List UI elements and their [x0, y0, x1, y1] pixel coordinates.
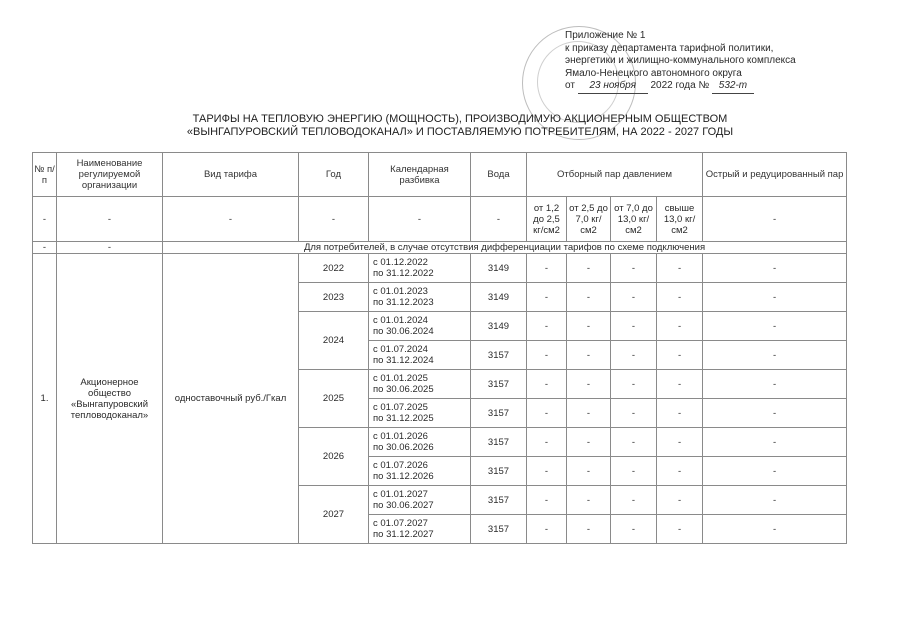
- dash-cell: -: [57, 242, 163, 254]
- period-to: по 30.06.2026: [373, 442, 434, 453]
- calendar-period: [369, 399, 471, 428]
- water-tariff: 3149: [471, 254, 527, 283]
- header-tariff-type: Вид тарифа: [163, 153, 299, 197]
- dash-cell: -: [657, 254, 703, 283]
- dash-cell: -: [527, 457, 567, 486]
- period-to: по 30.06.2024: [373, 326, 434, 337]
- water-tariff: 3149: [471, 283, 527, 312]
- dash-cell: -: [657, 515, 703, 544]
- dash-cell: -: [527, 486, 567, 515]
- header-row: [33, 153, 847, 197]
- dash-cell: -: [567, 399, 611, 428]
- appendix-header: [565, 30, 865, 94]
- header-num: № п/п: [33, 153, 57, 197]
- period-to: по 31.12.2027: [373, 529, 434, 540]
- dash-cell: -: [703, 399, 847, 428]
- calendar-period: [369, 370, 471, 399]
- period-from: с 01.07.2027: [373, 518, 428, 529]
- water-tariff: 3157: [471, 399, 527, 428]
- column-number-row: [33, 197, 847, 242]
- period-to: по 30.06.2025: [373, 384, 434, 395]
- handwritten-order-number: 532-т: [712, 80, 754, 94]
- document-title: [90, 113, 830, 139]
- dash-cell: -: [611, 312, 657, 341]
- appendix-line: Приложение № 1: [565, 30, 646, 41]
- year-cell: 2022: [299, 254, 369, 283]
- dash-cell: -: [611, 515, 657, 544]
- dash-cell: -: [703, 457, 847, 486]
- dash-cell: -: [527, 312, 567, 341]
- dash-cell: -: [567, 370, 611, 399]
- period-to: по 31.12.2026: [373, 471, 434, 482]
- dash-cell: -: [567, 312, 611, 341]
- dash-cell: -: [611, 341, 657, 370]
- dash-cell: -: [527, 515, 567, 544]
- section-row: [33, 242, 847, 254]
- year-cell: 2027: [299, 486, 369, 544]
- header-steam-sub: свыше 13,0 кг/см2: [657, 197, 703, 242]
- row-number: 1.: [33, 254, 57, 544]
- dash-cell: -: [527, 370, 567, 399]
- water-tariff: 3157: [471, 428, 527, 457]
- dash-cell: -: [567, 486, 611, 515]
- water-tariff: 3157: [471, 370, 527, 399]
- dash-cell: -: [657, 312, 703, 341]
- dash-cell: -: [703, 341, 847, 370]
- dash-cell: -: [567, 341, 611, 370]
- period-from: с 01.01.2023: [373, 286, 428, 297]
- year-label: 2022 года №: [650, 80, 710, 91]
- year-cell: 2023: [299, 283, 369, 312]
- calendar-period: [369, 515, 471, 544]
- dash-cell: -: [703, 283, 847, 312]
- table-row: [33, 254, 847, 283]
- dash-cell: -: [703, 486, 847, 515]
- dash-cell: -: [703, 197, 847, 242]
- dash-cell: -: [611, 370, 657, 399]
- dash-cell: -: [657, 283, 703, 312]
- header-steam: Отборный пар давлением: [527, 153, 703, 197]
- dash-cell: -: [567, 428, 611, 457]
- section-label: Для потребителей, в случае отсутствия дифференциации тарифов по схеме подключения: [163, 242, 847, 254]
- dash-cell: -: [33, 197, 57, 242]
- header-steam-sub: от 1,2 до 2,5 кг/см2: [527, 197, 567, 242]
- period-from: с 01.07.2025: [373, 402, 428, 413]
- dash-cell: -: [657, 486, 703, 515]
- dash-cell: -: [657, 457, 703, 486]
- water-tariff: 3149: [471, 312, 527, 341]
- dash-cell: -: [611, 457, 657, 486]
- calendar-period: [369, 341, 471, 370]
- dash-cell: -: [163, 197, 299, 242]
- period-to: по 31.12.2023: [373, 297, 434, 308]
- header-steam-sub: от 7,0 до 13,0 кг/см2: [611, 197, 657, 242]
- period-from: с 01.12.2022: [373, 257, 428, 268]
- dash-cell: -: [527, 428, 567, 457]
- calendar-period: [369, 428, 471, 457]
- dash-cell: -: [57, 197, 163, 242]
- dash-cell: -: [611, 428, 657, 457]
- water-tariff: 3157: [471, 515, 527, 544]
- header-water: Вода: [471, 153, 527, 197]
- dash-cell: -: [567, 515, 611, 544]
- water-tariff: 3157: [471, 486, 527, 515]
- period-to: по 31.12.2022: [373, 268, 434, 279]
- dash-cell: -: [611, 399, 657, 428]
- period-to: по 30.06.2027: [373, 500, 434, 511]
- tariff-kind: одноставочный руб./Гкал: [163, 254, 299, 544]
- period-from: с 01.01.2024: [373, 315, 428, 326]
- period-from: с 01.01.2026: [373, 431, 428, 442]
- calendar-period: [369, 254, 471, 283]
- dash-cell: -: [703, 515, 847, 544]
- period-to: по 31.12.2025: [373, 413, 434, 424]
- period-to: по 31.12.2024: [373, 355, 434, 366]
- dash-cell: -: [703, 254, 847, 283]
- dash-cell: -: [527, 283, 567, 312]
- dash-cell: -: [567, 283, 611, 312]
- dash-cell: -: [611, 283, 657, 312]
- calendar-period: [369, 312, 471, 341]
- period-from: с 01.07.2026: [373, 460, 428, 471]
- calendar-period: [369, 486, 471, 515]
- appendix-date-line: [565, 80, 865, 94]
- period-from: с 01.07.2024: [373, 344, 428, 355]
- dash-cell: -: [527, 254, 567, 283]
- header-calendar: Календарная разбивка: [369, 153, 471, 197]
- dash-cell: -: [567, 254, 611, 283]
- title-line: ТАРИФЫ НА ТЕПЛОВУЮ ЭНЕРГИЮ (МОЩНОСТЬ), ПРОИЗВОДИМУЮ АКЦИОНЕРНЫМ ОБЩЕСТВОМ: [192, 113, 728, 125]
- year-cell: 2025: [299, 370, 369, 428]
- header-org: Наименование регулируемой организации: [57, 153, 163, 197]
- dash-cell: -: [657, 370, 703, 399]
- dash-cell: -: [567, 457, 611, 486]
- organization-name: Акционерное общество «Вынгапуровский тепловодоканал»: [57, 254, 163, 544]
- dash-cell: -: [33, 242, 57, 254]
- dash-cell: -: [657, 341, 703, 370]
- period-from: с 01.01.2027: [373, 489, 428, 500]
- dash-cell: -: [527, 341, 567, 370]
- dash-cell: -: [471, 197, 527, 242]
- dash-cell: -: [703, 370, 847, 399]
- dash-cell: -: [703, 428, 847, 457]
- dash-cell: -: [369, 197, 471, 242]
- header-sharp: Острый и редуцированный пар: [703, 153, 847, 197]
- appendix-line: Ямало-Ненецкого автономного округа: [565, 67, 742, 79]
- handwritten-date: 23 ноября: [578, 80, 648, 94]
- appendix-line: энергетики и жилищно-коммунального комплекса: [565, 55, 796, 66]
- appendix-line: к приказу департамента тарифной политики,: [565, 42, 774, 54]
- dash-cell: -: [527, 399, 567, 428]
- water-tariff: 3157: [471, 457, 527, 486]
- dash-cell: -: [703, 312, 847, 341]
- dash-cell: -: [657, 399, 703, 428]
- year-cell: 2026: [299, 428, 369, 486]
- calendar-period: [369, 457, 471, 486]
- title-line: «ВЫНГАПУРОВСКИЙ ТЕПЛОВОДОКАНАЛ» И ПОСТАВЛЯЕМУЮ ПОТРЕБИТЕЛЯМ, НА 2022 - 2027 ГОДЫ: [186, 126, 734, 138]
- calendar-period: [369, 283, 471, 312]
- dash-cell: -: [611, 254, 657, 283]
- header-steam-sub: от 2,5 до 7,0 кг/см2: [567, 197, 611, 242]
- tariff-table: [32, 152, 847, 544]
- period-from: с 01.01.2025: [373, 373, 428, 384]
- dash-cell: -: [611, 486, 657, 515]
- tariff-table-body: [33, 153, 847, 544]
- water-tariff: 3157: [471, 341, 527, 370]
- dash-cell: -: [299, 197, 369, 242]
- dash-cell: -: [657, 428, 703, 457]
- from-label: от: [565, 80, 575, 91]
- year-cell: 2024: [299, 312, 369, 370]
- header-year: Год: [299, 153, 369, 197]
